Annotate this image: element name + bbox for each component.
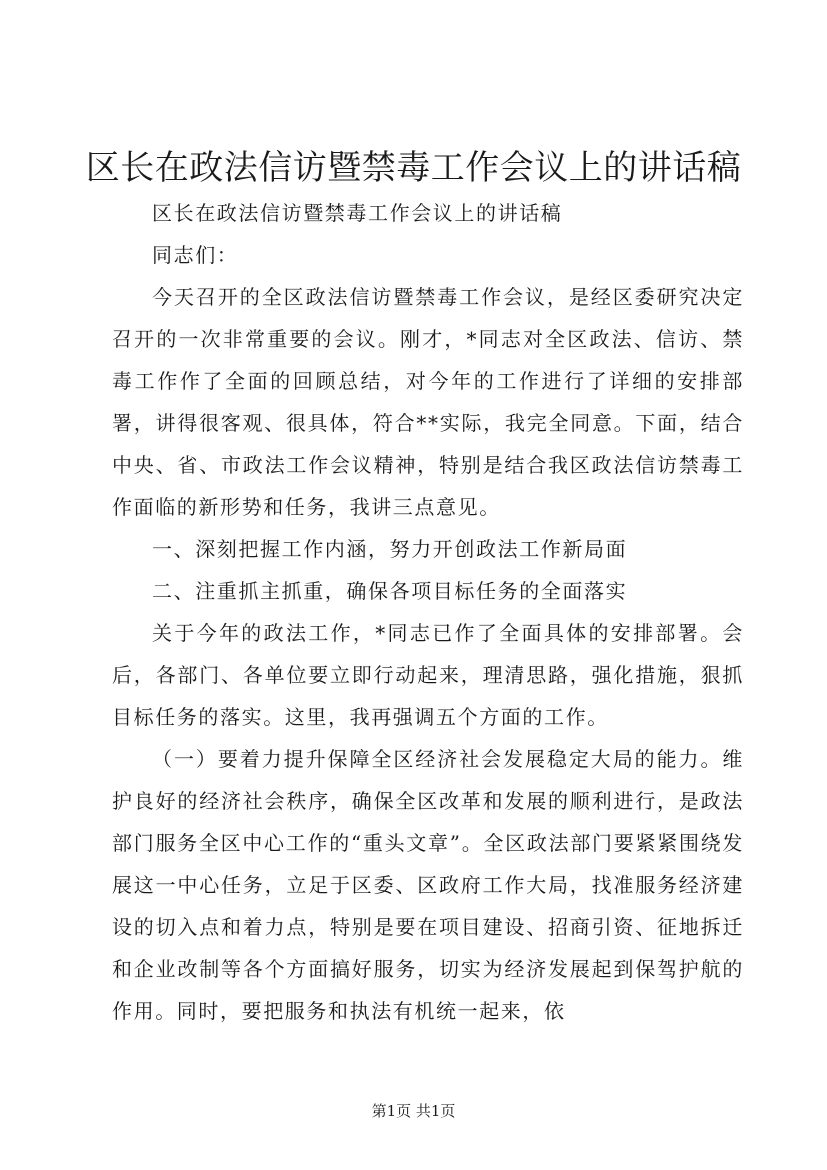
page-footer: 第1页 共1页 — [371, 1102, 456, 1120]
document-body — [112, 192, 744, 1032]
salutation-paragraph: 同志们： — [152, 243, 239, 267]
body-paragraph: 今天召开的全区政法信访暨禁毒工作会议，是经区委研究决定召开的一次非常重要的会议。刚才，*同志对全区政法、信访、禁毒工作作了全面的回顾总结，对今年的工作进行了详细的安排部署，讲得很客观、很具体，符合**实际，我完全同意。下面，结合中央、省、市政法工作会议精神，特别是结合我区政法信访禁毒工作面临的新形势和任务，我讲三点意见。 — [112, 285, 744, 519]
subtitle-paragraph: 区长在政法信访暨禁毒工作会议上的讲话稿 — [152, 201, 563, 225]
body-paragraph: （一）要着力提升保障全区经济社会发展稳定大局的能力。维护良好的经济社会秩序，确保全区改革和发展的顺利进行，是政法部门服务全区中心工作的“重头文章”。全区政法部门要紧紧围绕发展这一中心任务，立足于区委、区政府工作大局，找准服务经济建设的切入点和着力点，特别是要在项目建设、招商引资、征地拆迁和企业改制等各个方面搞好服务，切实为经济发展起到保驾护航的作用。同时，要把服务和执法有机统一起来，依 — [112, 747, 744, 1023]
document-title: 区长在政法信访暨禁毒工作会议上的讲话稿 — [85, 148, 742, 188]
section-heading: 二、注重抓主抓重，确保各项目标任务的全面落实 — [152, 579, 628, 603]
body-paragraph: 关于今年的政法工作，*同志已作了全面具体的安排部署。会后，各部门、各单位要立即行动起来，理清思路，强化措施，狠抓目标任务的落实。这里，我再强调五个方面的工作。 — [112, 621, 744, 729]
section-heading: 一、深刻把握工作内涵，努力开创政法工作新局面 — [152, 537, 628, 561]
